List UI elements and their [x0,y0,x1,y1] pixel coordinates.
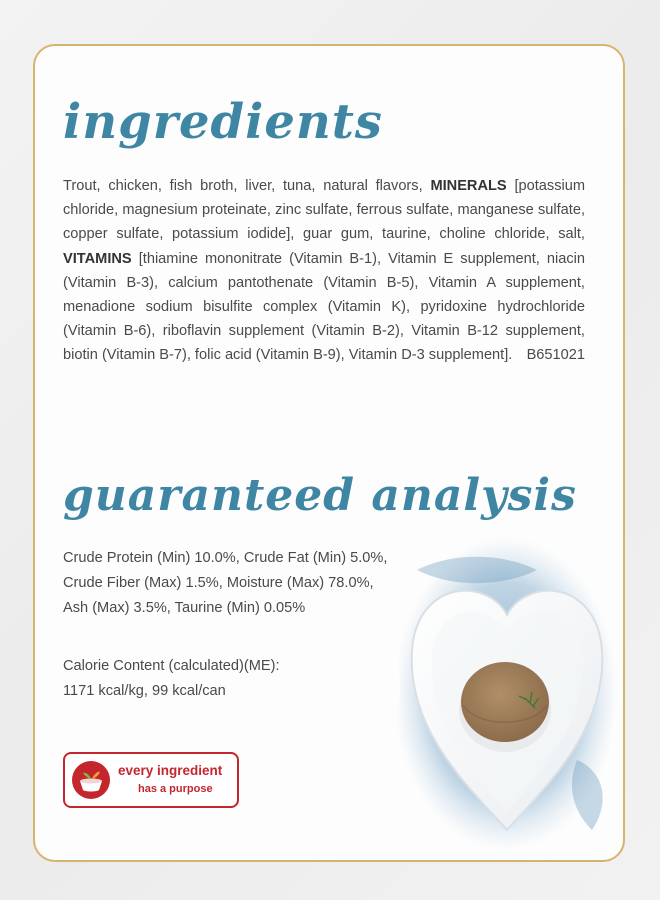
analysis-line-3: Ash (Max) 3.5%, Taurine (Min) 0.05% [63,600,306,616]
product-info-card [33,44,625,862]
calorie-content [63,654,280,704]
heart-plate-food-image [387,530,625,860]
every-ingredient-badge [63,752,239,808]
guaranteed-analysis-text [63,546,393,621]
ingredients-part-1: Trout, chicken, fish broth, liver, tuna, natural flavors, [63,178,423,194]
product-code: B651021 [526,347,585,364]
calorie-line-1: Calorie Content (calculated)(ME): [63,658,280,674]
badge-line-1: every ingredient [118,763,223,778]
ingredients-heading: ingredients [63,94,383,150]
analysis-line-2: Crude Fiber (Max) 1.5%, Moisture (Max) 78.0%, [63,575,374,591]
analysis-line-1: Crude Protein (Min) 10.0%, Crude Fat (Min) 5.0%, [63,550,388,566]
calorie-line-2: 1171 kcal/kg, 99 kcal/can [63,683,226,699]
ingredients-text [63,174,585,368]
vitamins-label: VITAMINS [63,250,132,267]
badge-line-2: has a purpose [138,783,213,795]
analysis-heading: guaranteed analysis [63,470,577,521]
ingredients-part-3: [thiamine mononitrate (Vitamin B-1), Vitamin E supplement, niacin (Vitamin B-3), calcium pantothenate (Vitamin B-5), Vitamin A supplement, menadione sodium bisulfite complex (Vitamin K), pyridoxine hydrochloride (Vitamin B-6), riboflavin supplement (Vitamin B-2), Vitamin B-12 supplement, biotin (Vitamin B-7), folic acid (Vitamin B-9), Vitamin D-3 supplement]. [63,250,585,364]
ingredients-part-2: [potassium chloride, magnesium proteinate, zinc sulfate, ferrous sulfate, manganese sulfate, copper sulfate, potassium iodide], guar gum, taurine, choline chloride, salt, [63,178,586,243]
food-bowl-icon [71,760,111,800]
minerals-label: MINERALS [430,178,507,194]
